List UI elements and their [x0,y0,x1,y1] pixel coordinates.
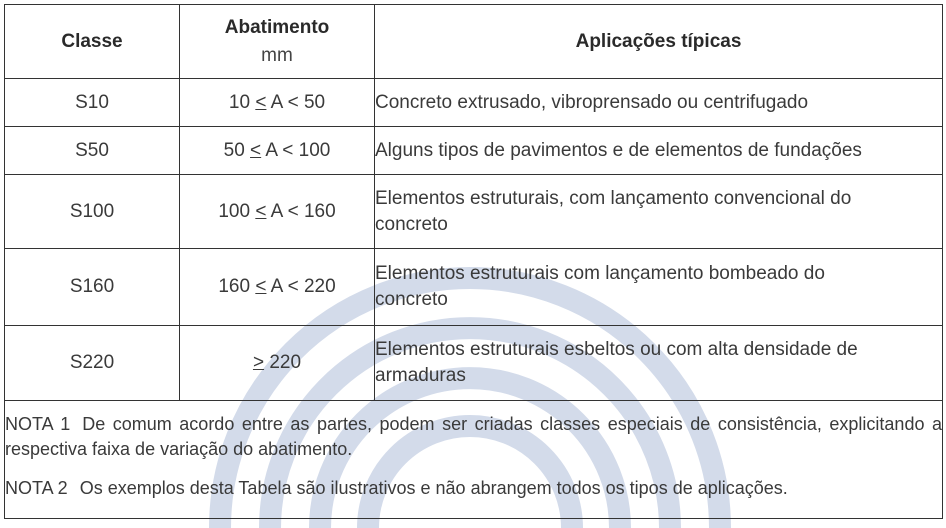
cell-classe: S50 [5,127,180,175]
table-row [5,249,943,326]
cell-abatimento [180,326,375,401]
range-low: 160 [218,276,251,297]
cell-aplicacao [375,326,943,401]
cell-aplicacao [375,127,943,175]
range-mid: A [270,91,283,113]
cell-aplicacao [375,79,943,127]
aplicacao-line-1: Alguns tipos de pavimentos e de elementos de fundações [375,139,862,161]
range-high: < 50 [287,91,326,113]
leq-symbol: < [255,91,267,113]
range-mid: A [270,200,283,222]
note-2-text: Os exemplos desta Tabela são ilustrativos e não abrangem todos os tipos de aplicações. [79,478,788,498]
table-header-row [5,5,943,79]
cell-classe: S160 [5,249,180,326]
cell-abatimento [180,79,375,127]
table-row [5,127,943,175]
aplicacao-line-2: armaduras [375,365,466,386]
cell-abatimento [180,127,375,175]
table-row [5,175,943,249]
range-high: < 160 [287,200,336,222]
header-aplicacoes [375,5,943,79]
aplicacao-line-2: concreto [375,289,448,310]
cell-classe: S10 [5,79,180,127]
aplicacao-line-1: Elementos estruturais, com lançamento convencional do [375,187,852,209]
header-classe-label: Classe [61,30,123,52]
document [4,4,942,524]
cell-classe: S220 [5,326,180,401]
note-1-text: De comum acordo entre as partes, podem ser criadas classes especiais de consistência, explicitando a respectiva faixa de variação do abatimento. [5,414,942,459]
notes-row [5,401,943,519]
note-2-label: NOTA 2 [5,478,68,498]
range-high: < 100 [282,139,331,161]
cell-abatimento [180,249,375,326]
note-1-label: NOTA 1 [5,414,71,434]
header-abatimento [180,5,375,79]
leq-symbol: < [255,276,267,297]
header-abatimento-unit: mm [261,44,293,66]
range-high: 220 [269,352,302,373]
table-row [5,326,943,401]
cell-aplicacao [375,249,943,326]
consistency-class-table [4,4,943,519]
table-row [5,79,943,127]
aplicacao-line-2: concreto [375,213,448,235]
leq-symbol: < [250,139,262,161]
range-low: 50 [223,139,245,161]
note-1 [5,412,942,462]
range-low: 100 [218,200,251,222]
aplicacao-line-1: Elementos estruturais com lançamento bombeado do [375,263,825,284]
aplicacao-line-1: Concreto extrusado, vibroprensado ou centrifugado [375,91,809,113]
range-mid: A [270,276,283,297]
range-low: 10 [228,91,251,113]
range-mid: A [265,139,278,161]
note-2 [5,476,942,501]
leq-symbol: < [255,200,267,222]
cell-abatimento [180,175,375,249]
header-classe [5,5,180,79]
header-abatimento-label: Abatimento [224,16,330,38]
geq-symbol: > [252,352,265,373]
aplicacao-line-1: Elementos estruturais esbeltos ou com alta densidade de [375,339,858,360]
cell-classe: S100 [5,175,180,249]
cell-aplicacao [375,175,943,249]
range-high: < 220 [287,276,336,297]
header-aplicacoes-label: Aplicações típicas [575,30,742,52]
notes-cell [5,401,943,519]
